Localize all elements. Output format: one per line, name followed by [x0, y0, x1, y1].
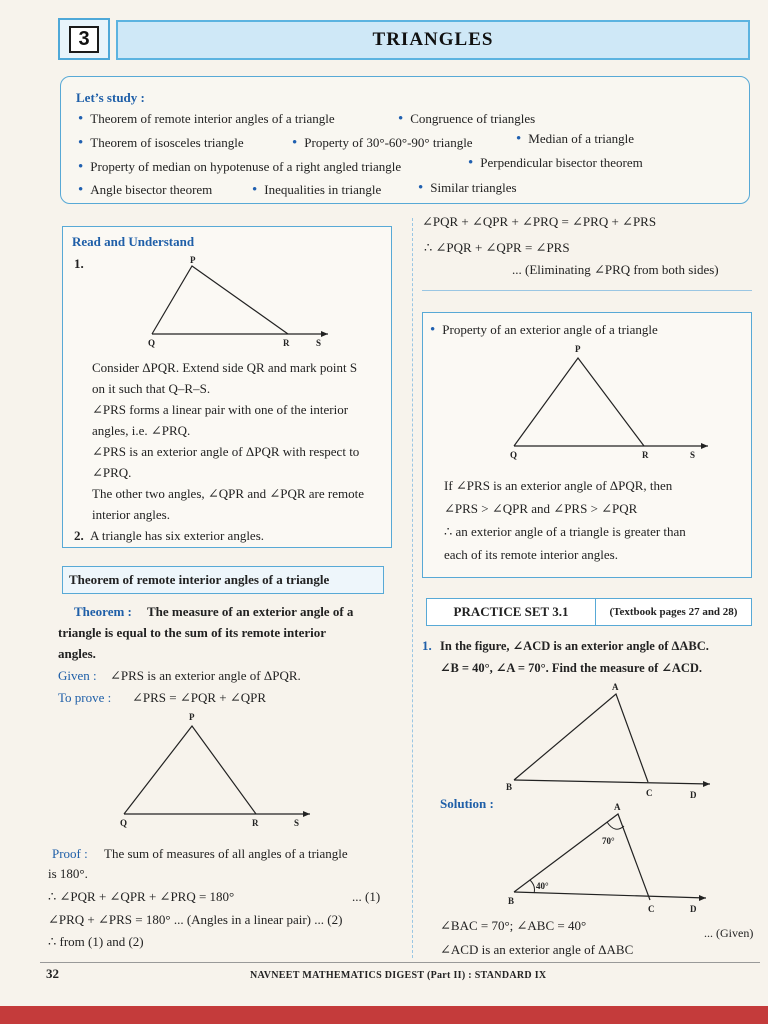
text-line: ∠PRQ. — [92, 465, 132, 480]
exterior-property-title: • Property of an exterior angle of a triangle — [430, 322, 658, 339]
vertex-label-c: C — [648, 904, 655, 912]
lets-study-title: Let’s study : — [76, 90, 145, 105]
vertex-label-s: S — [316, 338, 322, 348]
vertex-label-b: B — [506, 782, 513, 792]
triangle-figure-abc — [500, 678, 720, 802]
study-item: • Similar triangles — [418, 180, 517, 197]
proof-equation-5: ∴ ∠PQR + ∠QPR = ∠PRS — [424, 240, 570, 255]
given-text: ∠PRS is an exterior angle of ΔPQR. — [110, 668, 301, 683]
vertex-label-s: S — [690, 450, 696, 460]
theorem-text: The measure of an exterior angle of a — [147, 604, 354, 619]
study-item: • Congruence of triangles — [398, 111, 535, 128]
text-line: ∠PRS forms a linear pair with one of the interior — [92, 402, 349, 417]
vertex-label-q: Q — [120, 818, 128, 828]
proof-equation-4: ∠PQR + ∠QPR + ∠PRQ = ∠PRQ + ∠PRS — [422, 214, 657, 229]
vertex-label-r: R — [252, 818, 259, 828]
to-prove-text: ∠PRS = ∠PQR + ∠QPR — [132, 690, 267, 705]
column-divider — [412, 218, 413, 958]
vertex-label-p: P — [190, 255, 196, 265]
text-line: ∠PRS is an exterior angle of ΔPQR with respect to — [92, 444, 360, 459]
vertex-label-d: D — [690, 790, 697, 800]
book-title: NAVNEET MATHEMATICS DIGEST (Part II) : STANDARD IX — [250, 970, 547, 981]
vertex-label-s: S — [294, 818, 300, 828]
vertex-label-q: Q — [148, 338, 156, 348]
study-item: • Theorem of remote interior angles of a triangle — [78, 111, 335, 128]
study-item: • Property of median on hypotenuse of a right angled triangle — [78, 159, 401, 176]
study-item: • Angle bisector theorem — [78, 182, 212, 199]
vertex-label-p: P — [189, 712, 195, 722]
chapter-title-band — [116, 20, 750, 60]
vertex-label-c: C — [646, 788, 653, 798]
proof-equation-2: ∠PRQ + ∠PRS = 180° ... (Angles in a linear pair) ... (2) — [48, 912, 343, 927]
text-line: interior angles. — [92, 507, 170, 522]
text-line: each of its remote interior angles. — [444, 547, 618, 562]
bottom-edge-band — [0, 1006, 768, 1024]
study-item: • Median of a triangle — [516, 131, 634, 148]
practice-set-label: PRACTICE SET 3.1 — [427, 599, 596, 625]
chapter-number: 3 — [69, 26, 98, 53]
study-item: • Inequalities in triangle — [252, 182, 381, 199]
equation-tag: ... (1) — [352, 889, 381, 904]
vertex-label-p: P — [575, 344, 581, 354]
text-line: on it such that Q–R–S. — [92, 381, 211, 396]
solution-tag: ... (Given) — [704, 926, 754, 940]
proof-equation-3: ∴ from (1) and (2) — [48, 934, 144, 949]
theorem-heading: Theorem of remote interior angles of a triangle — [69, 572, 330, 587]
solution-label: Solution : — [440, 796, 494, 811]
vertex-label-q: Q — [510, 450, 518, 460]
given-label: Given : — [58, 668, 97, 683]
solution-text: ∠BAC = 70°; ∠ABC = 40° — [440, 918, 587, 933]
text-line: ∴ an exterior angle of a triangle is greater than — [444, 524, 686, 539]
theorem-text: angles. — [58, 646, 96, 661]
question-text: ∠B = 40°, ∠A = 70°. Find the measure of ∠ACD. — [440, 661, 703, 675]
triangle-figure-3 — [500, 340, 720, 464]
chapter-title: TRIANGLES — [372, 29, 494, 50]
text-line: If ∠PRS is an exterior angle of ΔPQR, then — [444, 478, 673, 493]
page-number: 32 — [46, 966, 59, 981]
text-line: angles, i.e. ∠PRQ. — [92, 423, 191, 438]
vertex-label-r: R — [642, 450, 649, 460]
chapter-number-box — [58, 18, 110, 60]
vertex-label-a: A — [614, 802, 621, 812]
text-line: A triangle has six exterior angles. — [90, 528, 265, 543]
section-divider — [422, 290, 752, 291]
theorem-heading-box — [62, 566, 384, 594]
footer-rule — [40, 962, 760, 963]
proof-text: is 180°. — [48, 866, 88, 881]
study-item: • Theorem of isosceles triangle — [78, 135, 244, 152]
read-understand-title: Read and Understand — [72, 234, 195, 249]
vertex-label-b: B — [508, 896, 515, 906]
text-line: The other two angles, ∠QPR and ∠PQR are remote — [92, 486, 364, 501]
question-number: 1. — [422, 638, 432, 653]
vertex-label-r: R — [283, 338, 290, 348]
theorem-label: Theorem : — [74, 604, 132, 619]
proof-text: The sum of measures of all angles of a triangle — [104, 846, 348, 861]
vertex-label-d: D — [690, 904, 697, 912]
proof-equation-1: ∴ ∠PQR + ∠QPR + ∠PRQ = 180° — [48, 889, 235, 904]
text-line: Consider ΔPQR. Extend side QR and mark point S — [92, 360, 358, 375]
study-item: • Property of 30°-60°-90° triangle — [292, 135, 473, 152]
to-prove-label: To prove : — [58, 690, 112, 705]
theorem-text: triangle is equal to the sum of its remote interior — [58, 625, 327, 640]
study-item: • Perpendicular bisector theorem — [468, 155, 643, 172]
triangle-figure-1 — [140, 252, 340, 348]
proof-label: Proof : — [52, 846, 88, 861]
item-number: 1. — [74, 256, 84, 271]
vertex-label-a: A — [612, 682, 619, 692]
practice-set-pages: (Textbook pages 27 and 28) — [609, 606, 738, 618]
question-text: In the figure, ∠ACD is an exterior angle of ΔABC. — [440, 639, 709, 653]
angle-label-a: 70° — [602, 836, 615, 846]
triangle-figure-abc-solution — [500, 800, 720, 912]
solution-text: ∠ACD is an exterior angle of ΔABC — [440, 942, 634, 957]
item-number: 2. — [74, 528, 84, 543]
triangle-figure-2 — [110, 708, 330, 832]
angle-label-b: 40° — [536, 881, 549, 891]
practice-set-bar — [426, 598, 752, 626]
text-line: ∠PRS > ∠QPR and ∠PRS > ∠PQR — [444, 501, 638, 516]
proof-note: ... (Eliminating ∠PRQ from both sides) — [512, 262, 719, 277]
